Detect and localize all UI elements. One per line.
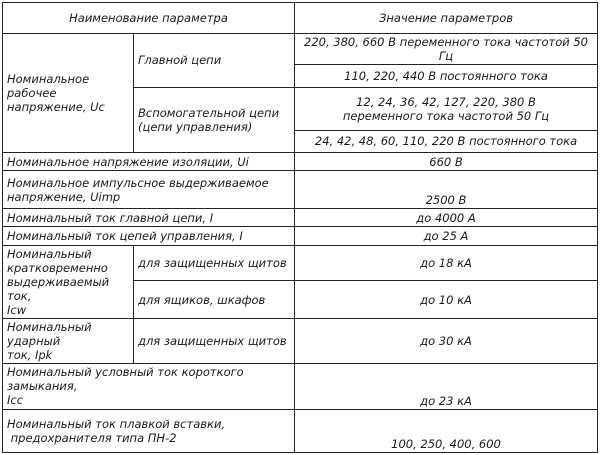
- table-row: [3, 209, 598, 227]
- main-current-label: Номинальный ток главной цепи, I: [3, 209, 295, 227]
- label-line: напряжение, Uimp: [7, 189, 121, 204]
- peak-protected-label: для защищенных щитов: [134, 319, 295, 364]
- label-line: напряжение, Uc: [7, 100, 105, 115]
- table-row: [3, 319, 598, 364]
- main-circuit-ac-value: 220, 380, 660 В переменного тока частотой 50 Гц: [295, 34, 598, 65]
- short-time-current-label: [3, 245, 134, 318]
- impulse-voltage-label: [3, 171, 295, 209]
- label-line: (цепи управления): [138, 119, 253, 134]
- table-row: [3, 364, 598, 409]
- value-line: переменного тока частотой 50 Гц: [342, 108, 550, 123]
- value-line: 12, 24, 36, 42, 127, 220, 380 В: [356, 94, 536, 109]
- impulse-voltage-value: 2500 В: [295, 171, 598, 209]
- label-line: Номинальный условный ток короткого замыкания,: [7, 365, 244, 394]
- conditional-short-value: до 23 кА: [295, 364, 598, 409]
- fuse-current-label: [3, 409, 295, 452]
- table-row: [3, 34, 598, 65]
- rated-voltage-label: [3, 34, 134, 153]
- main-circuit-label: Главной цепи: [134, 34, 295, 87]
- aux-circuit-ac-value: [295, 87, 598, 130]
- header-parameter-name: Наименование параметра: [3, 3, 295, 34]
- label-line: Icw: [7, 302, 27, 317]
- short-time-boxes-label: для ящиков, шкафов: [134, 281, 295, 319]
- aux-circuit-label: [134, 87, 295, 152]
- fuse-current-value: 100, 250, 400, 600: [295, 409, 598, 452]
- label-line: Вспомогательной цепи: [138, 105, 280, 120]
- parameters-table: [2, 2, 598, 453]
- control-current-value: до 25 А: [295, 227, 598, 245]
- label-line: выдерживаемый ток,: [7, 274, 110, 303]
- label-line: Номинальный ударный: [7, 320, 92, 349]
- table-header-row: [3, 3, 598, 34]
- table-row: [3, 409, 598, 452]
- peak-current-label: [3, 319, 134, 364]
- insulation-voltage-value: 660 В: [295, 152, 598, 170]
- table-row: [3, 227, 598, 245]
- conditional-short-label: [3, 364, 295, 409]
- label-line: Номинальный ток плавкой вставки,: [7, 416, 226, 431]
- short-time-protected-value: до 18 кА: [295, 245, 598, 281]
- header-parameter-value: Значение параметров: [295, 3, 598, 34]
- table-row: [3, 245, 598, 281]
- main-current-value: до 4000 А: [295, 209, 598, 227]
- label-line: предохранителя типа ПН-2: [7, 430, 177, 445]
- label-line: Номинальное импульсное выдерживаемое: [7, 175, 269, 190]
- main-circuit-dc-value: 110, 220, 440 В постоянного тока: [295, 65, 598, 87]
- insulation-voltage-label: Номинальное напряжение изоляции, Ui: [3, 152, 295, 170]
- label-line: ток, Ipk: [7, 348, 53, 363]
- aux-circuit-dc-value: 24, 42, 48, 60, 110, 220 В постоянного тока: [295, 130, 598, 152]
- short-time-protected-label: для защищенных щитов: [134, 245, 295, 281]
- control-current-label: Номинальный ток цепей управления, I: [3, 227, 295, 245]
- peak-current-value: до 30 кА: [295, 319, 598, 364]
- label-line: Icc: [7, 393, 24, 408]
- short-time-boxes-value: до 10 кА: [295, 281, 598, 319]
- table-row: [3, 171, 598, 209]
- label-line: Номинальное рабочее: [7, 72, 90, 101]
- label-line: кратковременно: [7, 260, 108, 275]
- label-line: Номинальный: [7, 246, 92, 261]
- table-row: [3, 152, 598, 170]
